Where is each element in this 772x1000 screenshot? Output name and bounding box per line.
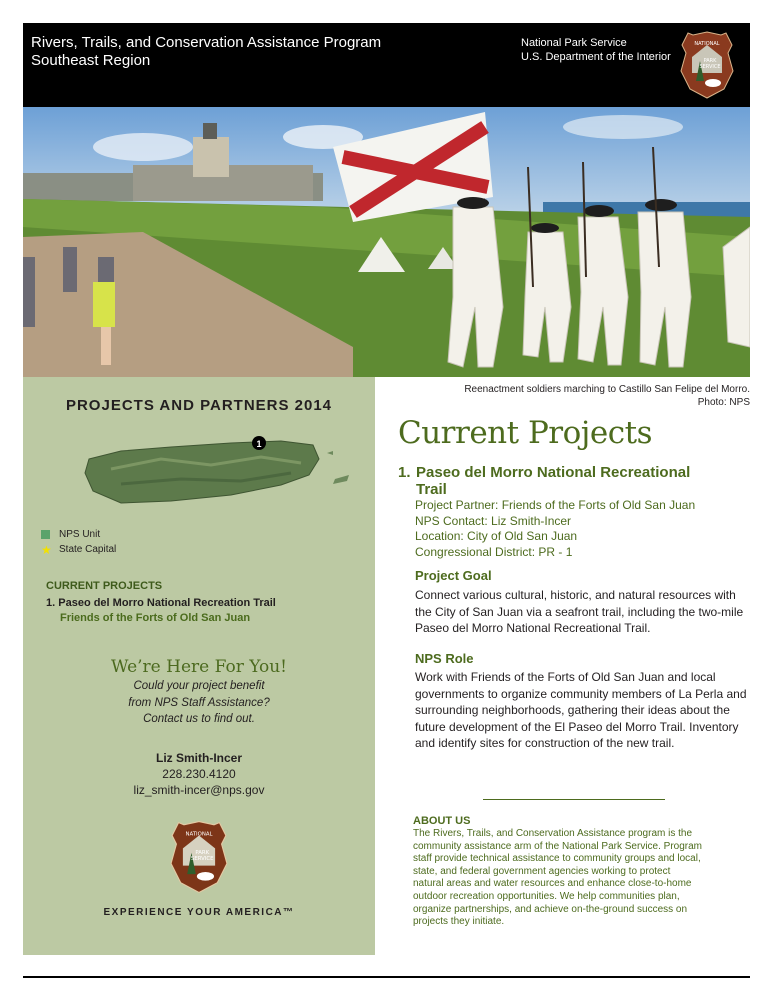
svg-text:NATIONAL: NATIONAL: [694, 41, 720, 47]
nps-role-text: [415, 669, 753, 752]
program-title: [31, 34, 381, 70]
project-number: 1.: [46, 597, 56, 609]
puerto-rico-map: [81, 429, 351, 519]
photo-caption-text: Reenactment soldiers marching to Castillo San Felipe del Morro.: [464, 384, 750, 395]
contact-phone: 228.230.4120: [162, 767, 236, 781]
role-line: and identify sites for construction of the new trail.: [415, 736, 675, 750]
about-line: outdoor recreation opportunities. We help communities plan,: [413, 890, 680, 902]
agency-line2: U.S. Department of the Interior: [521, 51, 671, 63]
about-line: projects they initiate.: [413, 916, 505, 928]
goal-line: the City of San Juan via a seafront trail, including the two-mile: [415, 604, 744, 619]
project-name: Paseo del Morro National Recreation Trail: [58, 597, 276, 609]
project-title-line2: Trail: [416, 481, 447, 498]
here-line: Contact us to find out.: [143, 713, 255, 725]
contact-name: Liz Smith-Incer: [155, 751, 242, 765]
legend-nps-unit: [41, 527, 116, 542]
section-divider: [483, 799, 665, 800]
project-contact-line: NPS Contact: Liz Smith-Incer: [415, 513, 572, 528]
project-partner-line: Project Partner: Friends of the Forts of Old San Juan: [415, 498, 696, 512]
svg-text:SERVICE: SERVICE: [190, 856, 214, 863]
bottom-rule: [23, 976, 750, 978]
project-goal-heading: Project Goal: [415, 568, 492, 583]
here-for-you-heading: We’re Here For You!: [110, 657, 287, 677]
current-project-item: [46, 596, 276, 626]
map-legend: [41, 527, 116, 557]
project-details: [415, 498, 695, 560]
about-line: state, and federal government agencies working to protect: [413, 865, 671, 877]
current-projects-title: Current Projects: [398, 415, 652, 451]
role-line: future development of the El Paseo del Morro Trail. Inventory: [415, 719, 739, 734]
project-title: [398, 464, 738, 498]
hero-photo: [23, 107, 750, 377]
here-line: Could your project benefit: [133, 680, 265, 692]
project-goal-text: [415, 587, 753, 637]
legend-state-capital: [41, 542, 116, 557]
star-icon: ★: [41, 542, 52, 557]
legend-label: NPS Unit: [59, 529, 101, 540]
goal-line: Paseo del Morro National Recreational Trail.: [415, 621, 651, 635]
projects-sidebar: [23, 377, 375, 955]
about-line: natural areas and water resources and enhance close-to-home: [413, 878, 692, 890]
goal-line: Connect various cultural, historic, and natural resources with: [415, 588, 736, 602]
nps-arrowhead-logo: [680, 31, 734, 99]
project-number: 1.: [398, 464, 411, 481]
current-projects-heading: CURRENT PROJECTS: [46, 580, 163, 592]
program-title-line1: Rivers, Trails, and Conservation Assistance Program: [31, 34, 382, 51]
map-marker-1: 1: [256, 439, 262, 449]
agency-line1: National Park Service: [521, 37, 627, 49]
here-line: from NPS Staff Assistance?: [128, 696, 270, 709]
header-bar: [23, 23, 750, 107]
project-location-line: Location: City of Old San Juan: [415, 529, 578, 543]
role-line: governments to organize community members of La Perla and: [415, 686, 747, 701]
here-for-you-text: [83, 678, 315, 728]
photo-caption: [370, 383, 750, 409]
about-line: staff provide technical assistance to community groups and local,: [413, 853, 701, 865]
nps-unit-swatch: [41, 530, 50, 539]
about-line: community assistance arm of the National Park Service. Program: [413, 840, 702, 852]
project-partner: Friends of the Forts of Old San Juan: [60, 612, 251, 624]
about-line: organize partnerships, and achieve on-the-ground success on: [413, 903, 688, 915]
project-title-line1: Paseo del Morro National Recreational: [416, 464, 691, 481]
legend-label: State Capital: [59, 544, 117, 555]
about-us-heading: ABOUT US: [413, 815, 471, 827]
nps-arrowhead-logo: [170, 820, 228, 894]
svg-text:PARK: PARK: [703, 58, 717, 64]
contact-email[interactable]: liz_smith-incer@nps.gov: [133, 783, 265, 797]
project-district-line: Congressional District: PR - 1: [415, 544, 573, 559]
photo-credit: Photo: NPS: [697, 397, 750, 408]
role-line: surrounding neighborhoods, gathering their ideas about the: [415, 703, 730, 717]
svg-text:NATIONAL: NATIONAL: [185, 831, 213, 838]
program-title-line2: Southeast Region: [31, 52, 151, 69]
about-us-text: [413, 828, 743, 929]
svg-text:SERVICE: SERVICE: [699, 64, 721, 70]
sidebar-title: PROJECTS AND PARTNERS 2014: [65, 397, 333, 414]
nps-role-heading: NPS Role: [415, 651, 474, 666]
role-line: Work with Friends of the Forts of Old San Juan and local: [415, 670, 716, 684]
agency-name: [521, 36, 671, 64]
about-line: The Rivers, Trails, and Conservation Assistance program is the: [413, 828, 693, 839]
svg-text:PARK: PARK: [195, 849, 210, 856]
tagline: EXPERIENCE YOUR AMERICA™: [103, 907, 295, 918]
